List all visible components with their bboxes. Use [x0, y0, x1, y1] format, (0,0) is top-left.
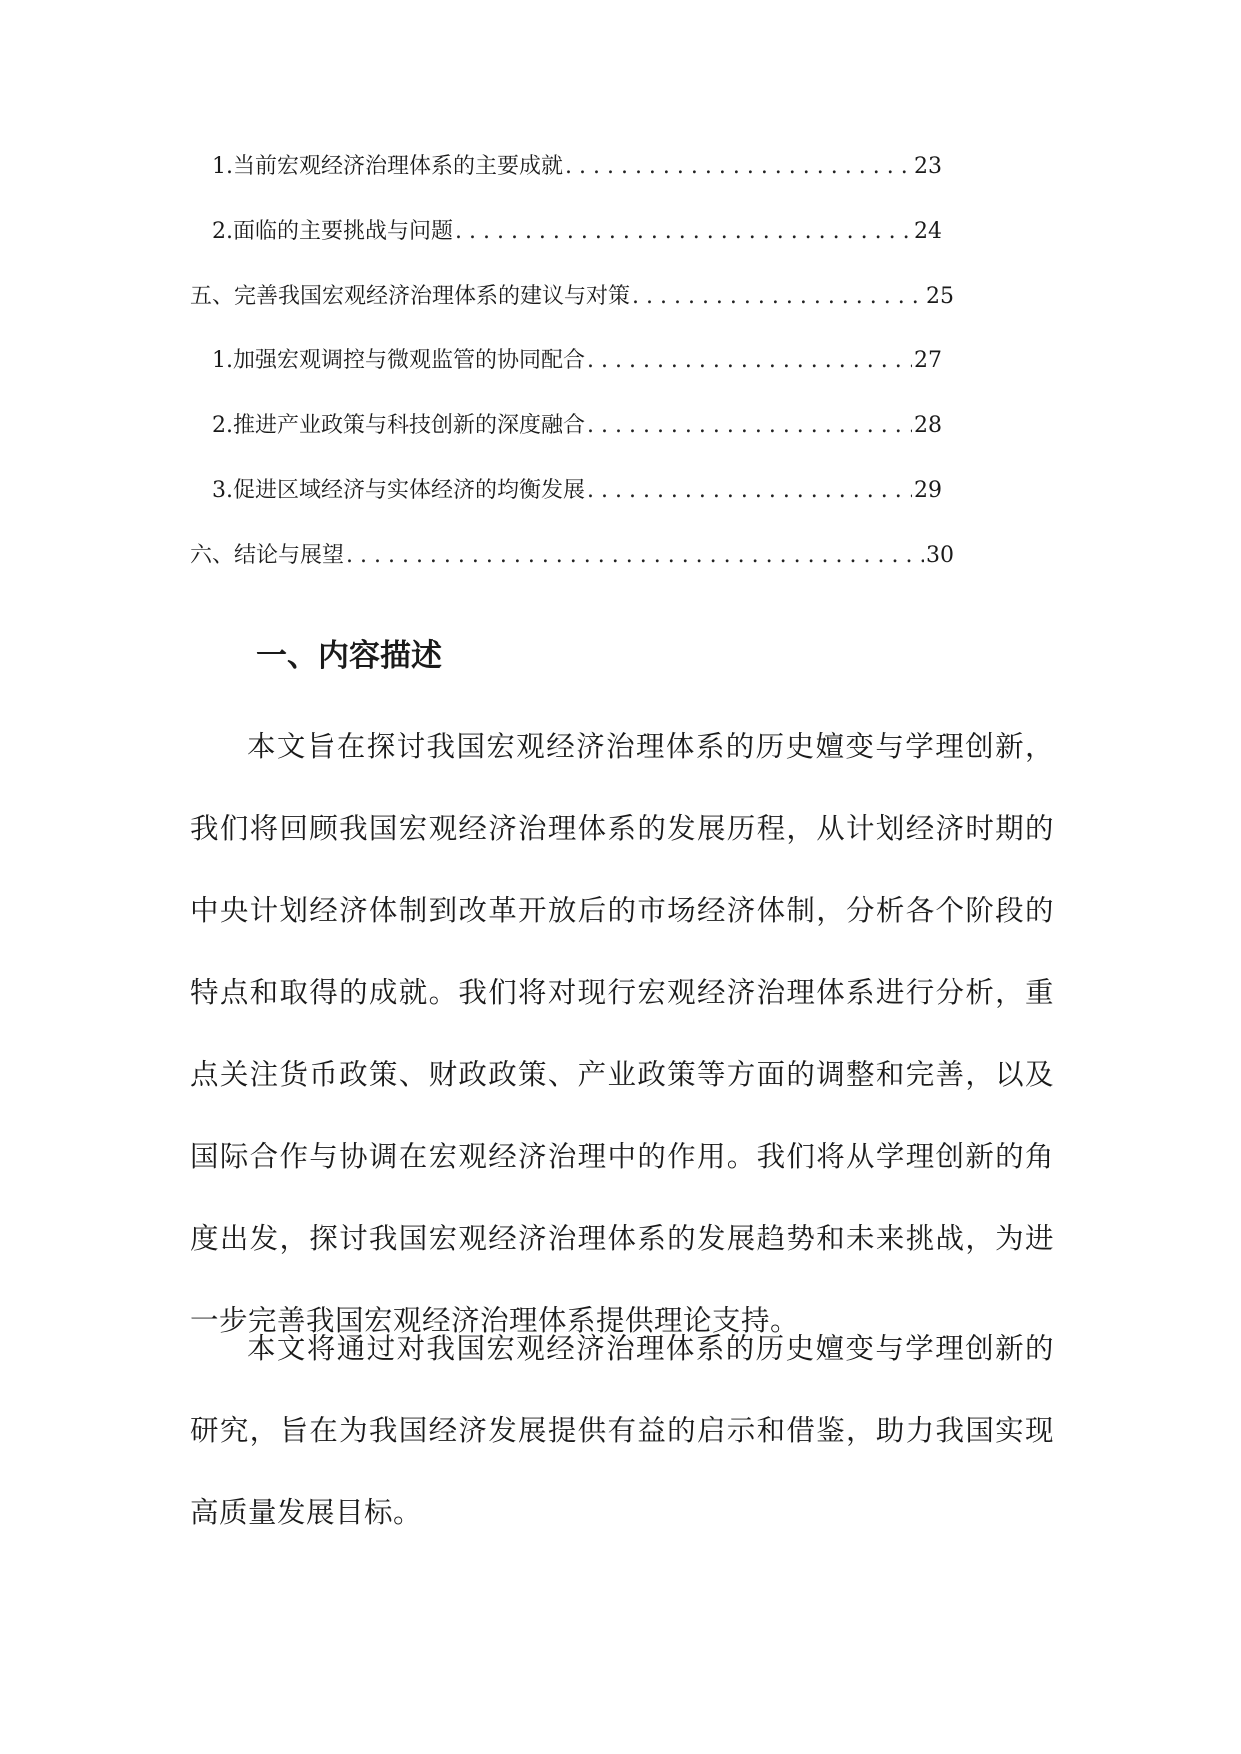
toc-entry-number: 1. — [212, 348, 233, 373]
toc-entry[interactable] — [212, 411, 942, 441]
toc-dot-leader — [587, 476, 912, 506]
toc-dot-leader — [455, 217, 912, 247]
toc-entry-title: 促进区域经济与实体经济的均衡发展 — [233, 478, 586, 503]
toc-entry-page: 23 — [914, 154, 942, 179]
toc-entry[interactable] — [212, 217, 942, 247]
toc-entry[interactable] — [212, 152, 942, 182]
body-paragraph: 本文将通过对我国宏观经济治理体系的历史嬗变与学理创新的研究，旨在为我国经济发展提供有益的启示和借鉴，助力我国实现高质量发展目标。 — [190, 1332, 1054, 1529]
toc-dot-leader — [587, 411, 912, 441]
toc-entry-number: 2. — [212, 413, 233, 438]
toc-entry[interactable] — [212, 346, 942, 376]
toc-dot-leader — [346, 541, 924, 571]
toc-entry-number: 2. — [212, 219, 233, 244]
toc-entry-page: 27 — [914, 348, 942, 373]
toc-entry-page: 25 — [926, 284, 954, 309]
toc-entry[interactable] — [190, 282, 954, 312]
toc-entry-page: 29 — [914, 478, 942, 503]
body-paragraph: 本文旨在探讨我国宏观经济治理体系的历史嬗变与学理创新，我们将回顾我国宏观经济治理体系的发展历程，从计划经济时期的中央计划经济体制到改革开放后的市场经济体制，分析各个阶段的特点和取得的成就。我们将对现行宏观经济治理体系进行分析，重点关注货币政策、财政政策、产业政策等方面的调整和完善，以及国际合作与协调在宏观经济治理中的作用。我们将从学理创新的角度出发，探讨我国宏观经济治理体系的发展趋势和未来挑战，为进一步完善我国宏观经济治理体系提供理论支持。 — [190, 730, 1054, 1337]
toc-entry-page: 30 — [926, 543, 954, 568]
toc-entry-title: 推进产业政策与科技创新的深度融合 — [233, 413, 586, 438]
toc-entry-title: 六、结论与展望 — [190, 543, 345, 568]
toc-entry[interactable] — [212, 476, 942, 506]
toc-dot-leader — [587, 346, 912, 376]
toc-entry-page: 28 — [914, 413, 942, 438]
toc-entry[interactable] — [190, 541, 954, 571]
toc-entry-number: 3. — [212, 478, 233, 503]
toc-entry-title: 五、完善我国宏观经济治理体系的建议与对策 — [190, 284, 631, 309]
toc-dot-leader — [632, 282, 924, 312]
toc-entry-title: 加强宏观调控与微观监管的协同配合 — [233, 348, 586, 373]
toc-entry-number: 1. — [212, 154, 233, 179]
toc-dot-leader — [565, 152, 912, 182]
section-heading: 一、内容描述 — [256, 638, 442, 674]
toc-entry-title: 面临的主要挑战与问题 — [233, 219, 454, 244]
toc-entry-page: 24 — [914, 219, 942, 244]
toc-entry-title: 当前宏观经济治理体系的主要成就 — [233, 154, 564, 179]
